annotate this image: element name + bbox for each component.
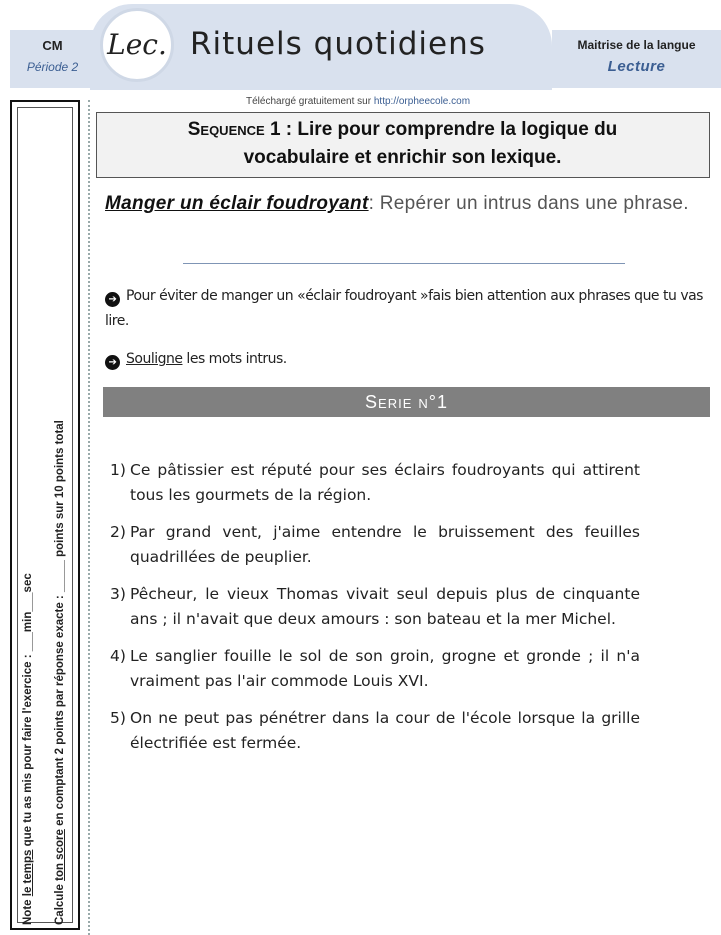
serie-banner: Serie n°1 [103, 387, 710, 417]
separator-line [183, 263, 625, 264]
score-note: Calcule ton score en comptant 2 points par réponse exacte : _____ points sur 10 points total [54, 420, 66, 925]
subject-domain: Maitrise de la langue [577, 38, 696, 52]
level-badge [10, 30, 95, 88]
exercise-title [105, 190, 710, 218]
dotted-divider [88, 100, 90, 935]
score-sidebar [10, 100, 80, 930]
sequence-line-2: vocabulaire et enrichir son lexique. [243, 147, 562, 168]
exercise-name: Manger un éclair foudroyant [105, 193, 369, 214]
download-credit [246, 96, 470, 107]
list-item: 2) Par grand vent, j'aime entendre le bruissement des feuilles quadrillées de peuplier. [110, 523, 640, 566]
period-label: Période 2 [26, 60, 79, 74]
list-item: 1) Ce pâtissier est réputé pour ses éclairs foudroyants qui attirent tous les gourmets de la région. [110, 461, 640, 504]
download-link[interactable]: http://orpheecole.com [373, 96, 471, 107]
instruction-2: ➔ Souligne les mots intrus. [105, 347, 287, 372]
exercise-description: : Repérer un intrus dans une phrase. [368, 193, 689, 214]
arrow-right-icon: ➔ [105, 292, 120, 307]
instruction-1: ➔ Pour éviter de manger un «éclair foudroyant »fais bien attention aux phrases que tu vas lire. [105, 288, 703, 329]
page-title: Rituels quotidiens [190, 26, 486, 62]
subject-subdomain: Lecture [607, 58, 666, 75]
sequence-box [96, 112, 710, 178]
time-note: Note le temps que tu as mis pour faire l'exercice : ___min___sec [22, 573, 34, 925]
arrow-right-icon: ➔ [105, 355, 120, 370]
class-level: CM [42, 38, 63, 53]
list-item: 4) Le sanglier fouille le sol de son groin, grogne et gronde ; il n'a vraiment pas l'air commode Louis XVI. [110, 647, 640, 690]
sentence-list [110, 458, 640, 768]
sequence-line-1: Sequence 1 : Lire pour comprendre la logique du [187, 119, 618, 140]
list-item: 3) Pêcheur, le vieux Thomas vivait seul depuis plus de cinquante ans ; il n'avait que deux amours : son bateau et la mer Michel. [110, 585, 640, 628]
download-text: Téléchargé gratuitement sur [246, 96, 372, 107]
subject-badge [552, 30, 721, 88]
lecture-logo [100, 8, 174, 82]
list-item: 5) On ne peut pas pénétrer dans la cour de l'école lorsque la grille électrifiée est fermée. [110, 709, 640, 752]
logo-text: Lec. [107, 28, 167, 61]
